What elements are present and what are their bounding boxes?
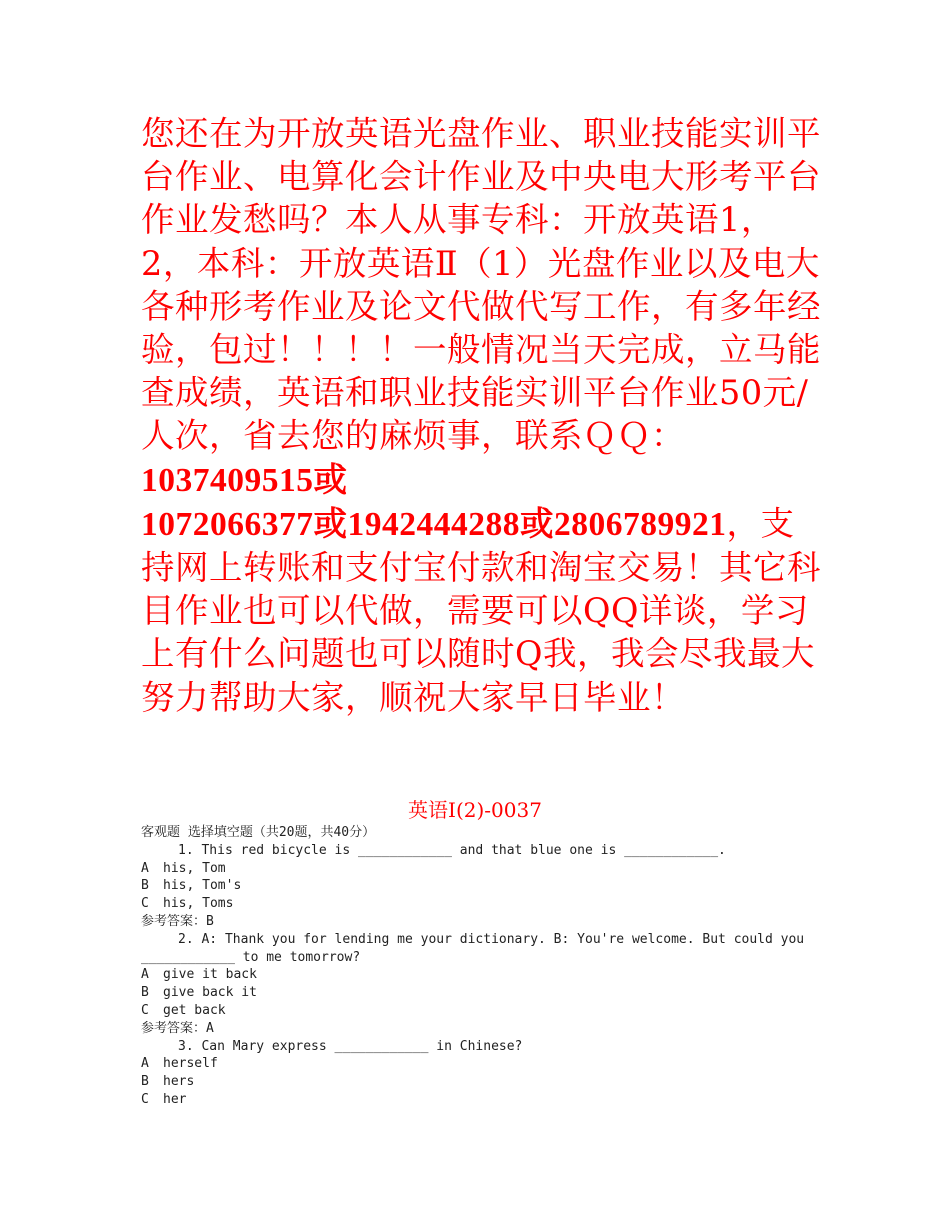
option-a (141, 966, 821, 984)
ad-qq-numbers-2: 1072066377或1942444288或2806789921 (141, 505, 727, 543)
question-item (141, 1038, 821, 1109)
option-b (141, 984, 821, 1002)
ad-text-intro: 您还在为开放英语光盘作业、职业技能实训平台作业、电算化会计作业及中央电大形考平台作业发愁吗？本人从事专科：开放英语1，2，本科：开放英语Ⅱ（1）光盘作业以及电大各种形考作业及论文代做代写工作，有多年经验，包过！！！！一般情况当天完成，立马能查成绩，英语和职业技能实训平台作业50元/人次，省去您的麻烦事，联系ＱＱ： (141, 114, 821, 456)
question-number: 2. (178, 931, 194, 947)
answer-label: 参考答案： (141, 913, 207, 929)
question-list (141, 824, 821, 1109)
option-text: herself (163, 1056, 218, 1072)
question-text: Can Mary express ____________ in Chinese? (201, 1038, 523, 1054)
question-stem-continued: ____________ to me tomorrow? (141, 949, 361, 965)
answer-value: A (206, 1020, 214, 1036)
option-text: give it back (163, 967, 257, 983)
question-stem (141, 842, 821, 860)
option-letter: C (141, 1002, 149, 1018)
option-c (141, 895, 821, 913)
answer-value: B (206, 913, 214, 929)
option-b (141, 1073, 821, 1091)
section-header: 客观题 选择填空题（共20题，共40分） (141, 825, 376, 840)
option-letter: B (141, 1074, 149, 1090)
option-text: give back it (163, 985, 257, 1001)
option-letter: A (141, 967, 149, 983)
option-c (141, 1091, 821, 1109)
question-item (141, 842, 821, 931)
ad-text-outro: ，支持网上转账和支付宝付款和淘宝交易！其它科目作业也可以代做，需要可以QQ详谈，学习上有什么问题也可以随时Q我，我会尽我最大努力帮助大家，顺祝大家早日毕业！ (141, 503, 821, 717)
option-text: his, Tom's (163, 878, 242, 894)
ad-qq-numbers-1: 1037409515或 (141, 461, 348, 499)
option-text: get back (163, 1002, 226, 1018)
option-c (141, 1002, 821, 1020)
option-letter: A (141, 1056, 149, 1072)
question-text: A: Thank you for lending me your dictionary. B: You're welcome. But could you (201, 931, 805, 947)
question-stem (141, 1038, 821, 1056)
question-text: This red bicycle is ____________ and that blue one is ____________. (201, 842, 726, 858)
option-a (141, 1055, 821, 1073)
question-number: 3. (178, 1038, 194, 1054)
question-stem (141, 931, 821, 949)
option-text: his, Tom (163, 860, 226, 876)
advertisement-block (141, 112, 821, 719)
option-text: his, Toms (163, 896, 234, 912)
option-letter: C (141, 1091, 149, 1107)
option-letter: C (141, 896, 149, 912)
reference-answer (141, 1020, 821, 1038)
question-number: 1. (178, 842, 194, 858)
option-text: her (163, 1091, 187, 1107)
question-item (141, 931, 821, 1038)
option-a (141, 860, 821, 878)
document-title: 英语I(2)-0037 (408, 798, 542, 822)
reference-answer (141, 913, 821, 931)
option-letter: A (141, 860, 149, 876)
option-b (141, 877, 821, 895)
option-letter: B (141, 878, 149, 894)
option-letter: B (141, 985, 149, 1001)
option-text: hers (163, 1074, 195, 1090)
answer-label: 参考答案： (141, 1020, 207, 1036)
